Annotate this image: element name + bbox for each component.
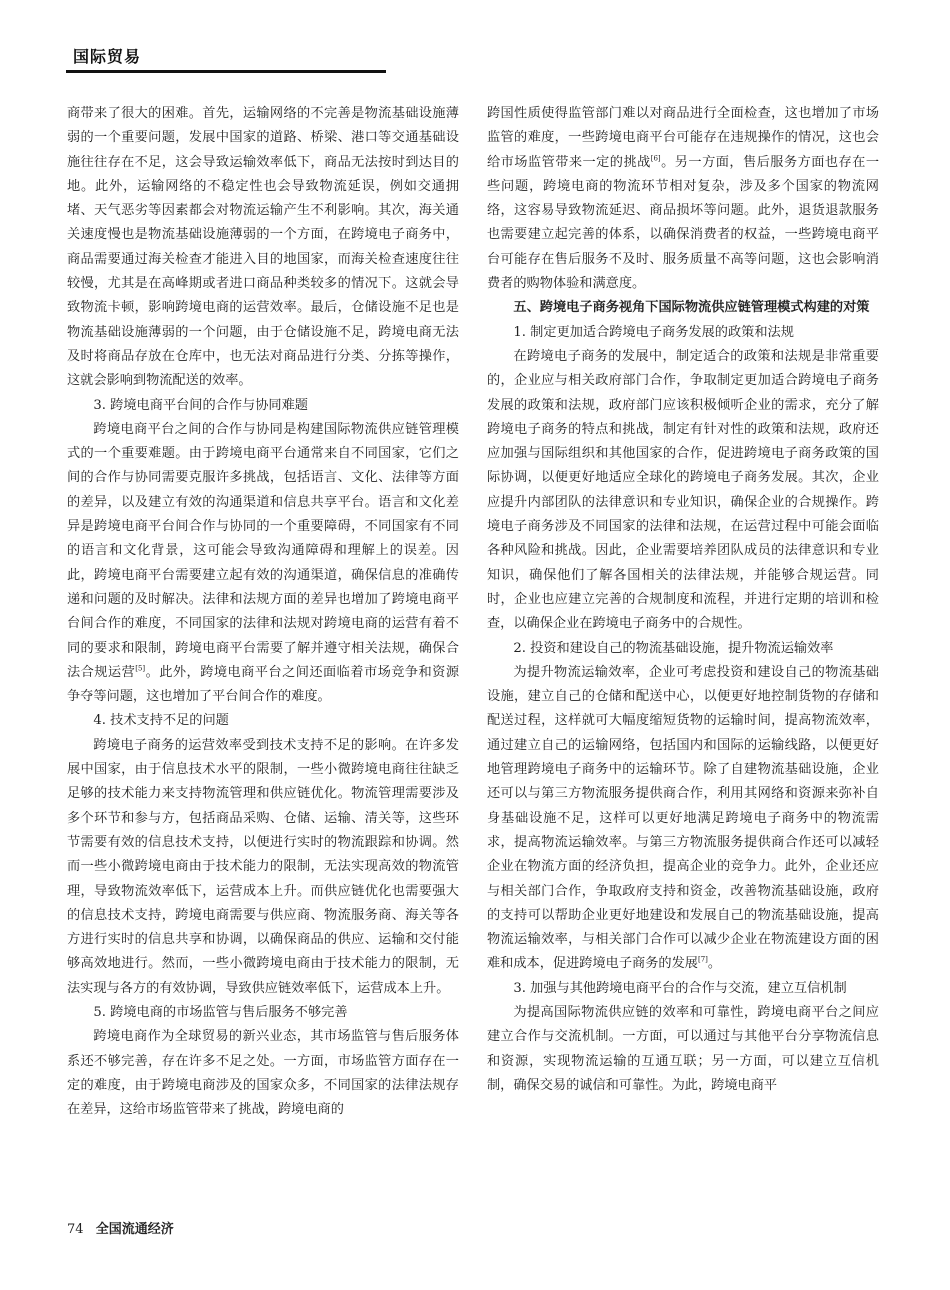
subsection-heading: 4. 技术支持不足的问题 bbox=[93, 713, 229, 729]
paragraph-text: 。另一方面，售后服务方面也存在一些问题，跨境电商的物流环节相对复杂，涉及多个国家的物流网络，这容易导致物流延迟、商品损坏等问题。此外，退货退款服务也需要建立起完善的体系，以确保消费者的权益，一些跨境电商平台可能存在售后服务不及时、服务质量不高等问题，这也会影响消费者的购物体验和满意度。 bbox=[487, 154, 880, 292]
citation-ref: [6] bbox=[650, 154, 661, 163]
page-number: 74 bbox=[67, 1222, 84, 1237]
paragraph bbox=[67, 418, 459, 710]
right-column bbox=[487, 102, 879, 1098]
paragraph-text: 。 bbox=[707, 956, 722, 972]
citation-ref: [7] bbox=[698, 956, 708, 964]
paragraph: 在跨境电子商务的发展中，制定适合的政策和法规是非常重要的，企业应与相关政府部门合作，争取制定更加适合跨境电子商务发展的政策和法规，政府部门应该积极倾听企业的需求，充分了解跨境电子商务的特点和挑战，制定有针对性的政策和法规，政府还应加强与国际组织和其他国家的合作，促进跨境电子商务政策的国际协调，以便更好地适应全球化的跨境电子商务发展。其次，企业应提升内部团队的法律意识和专业知识，确保企业的合规操作。跨境电子商务涉及不同国家的法律和法规，在运营过程中可能会面临各种风险和挑战。因此，企业需要培养团队成员的法律意识和专业知识，确保他们了解各国相关的法律法规，并能够合规运营。同时，企业也应建立完善的合规制度和流程，并进行定期的培训和检查，以确保企业在跨境电子商务中的合规性。 bbox=[487, 348, 879, 632]
paragraph-text: 跨境电商平台之间的合作与协同是构建国际物流供应链管理模式的一个重要难题。由于跨境电商平台通常来自不同国家，它们之间的合作与协同需要克服许多挑战，包括语言、文化、法律等方面的差异，以及建立有效的沟通渠道和信息共享平台。语言和文化差异是跨境电商平台间合作与协同的一个重要障碍，不同国家有不同的语言和文化背景，这可能会导致沟通障碍和理解上的误差。因此，跨境电商平台需要建立起有效的沟通渠道，确保信息的准确传递和问题的及时解决。法律和法规方面的差异也增加了跨境电商平台间合作的难度，不同国家的法律和法规对跨境电商的运营有着不同的要求和限制，跨境电商平台需要了解并遵守相关法规，确保合法合规运营 bbox=[67, 421, 459, 680]
subsection-heading: 3. 跨境电商平台间的合作与协同难题 bbox=[93, 397, 308, 413]
subsection-heading: 3. 加强与其他跨境电商平台的合作与交流，建立互信机制 bbox=[513, 980, 847, 996]
subsection-heading: 2. 投资和建设自己的物流基础设施，提升物流运输效率 bbox=[513, 640, 834, 656]
paragraph: 跨境电商作为全球贸易的新兴业态，其市场监管与售后服务体系还不够完善，存在许多不足之处。一方面，市场监管方面存在一定的难度，由于跨境电商涉及的国家众多，不同国家的法律法规存在差异，这给市场监管带来了挑战，跨境电商的 bbox=[67, 1029, 459, 1118]
section-header-title: 国际贸易 bbox=[73, 47, 142, 66]
paragraph: 商带来了很大的困难。首先，运输网络的不完善是物流基础设施薄弱的一个重要问题，发展中国家的道路、桥梁、港口等交通基础设施往往存在不足，这会导致运输效率低下，商品无法按时到达目的地。此外，运输网络的不稳定性也会导致物流延误，例如交通拥堵、天气恶劣等因素都会对物流运输产生不利影响。其次，海关通关速度慢也是物流基础设施薄弱的一个方面，在跨境电子商务中，商品需要通过海关检查才能进入目的地国家，而海关检查速度往往较慢，尤其是在高峰期或者进口商品种类较多的情况下。这就会导致物流卡顿，影响跨境电商的运营效率。最后，仓储设施不足也是物流基础设施薄弱的一个问题，由于仓储设施不足，跨境电商无法及时将商品存放在仓库中，也无法对商品进行分类、分拣等操作，这就会影响到物流配送的效率。 bbox=[67, 106, 459, 389]
journal-name: 全国流通经济 bbox=[95, 1222, 174, 1237]
paragraph: 跨境电子商务的运营效率受到技术支持不足的影响。在许多发展中国家，由于信息技术水平的限制，一些小微跨境电商往往缺乏足够的技术能力来支持物流管理和供应链优化。物流管理需要涉及多个环节和参与方，包括商品采购、仓储、运输、清关等，这些环节需要有效的信息技术支持，以便进行实时的物流跟踪和协调。然而一些小微跨境电商由于技术能力的限制，无法实现高效的物流管理，导致物流效率低下，运营成本上升。而供应链优化也需要强大的信息技术支持，跨境电商需要与供应商、物流服务商、海关等各方进行实时的信息共享和协调，以确保商品的供应、运输和交付能够高效地进行。然而，一些小微跨境电商由于技术能力的限制，无法实现与各方的有效协调，导致供应链效率低下，运营成本上升。 bbox=[67, 737, 459, 996]
paragraph-text: 跨国性质使得监管部门难以对商品进行全面检查，这也增加了市场监管的难度，一些跨境电商平台可能存在违规操作的情况，这也会给市场监管带来一定的挑战 bbox=[487, 106, 879, 170]
subsection-heading: 1. 制定更加适合跨境电子商务发展的政策和法规 bbox=[513, 324, 794, 340]
section-heading: 五、跨境电子商务视角下国际物流供应链管理模式构建的对策 bbox=[513, 300, 870, 316]
paragraph: 为提高国际物流供应链的效率和可靠性，跨境电商平台之间应建立合作与交流机制。一方面，可以通过与其他平台分享物流信息和资源，实现物流运输的互通互联；另一方面，可以建立互信机制，确保交易的诚信和可靠性。为此，跨境电商平 bbox=[487, 1004, 879, 1093]
citation-ref: [5] bbox=[135, 664, 146, 673]
page-footer bbox=[67, 1218, 174, 1237]
paragraph-text: 为提升物流运输效率，企业可考虑投资和建设自己的物流基础设施，建立自己的仓储和配送中心，以便更好地控制货物的存储和配送过程，这样就可大幅度缩短货物的运输时间，提高物流效率，通过建立自己的运输网络，包括国内和国际的运输线路，以便更好地管理跨境电子商务中的运输环节。除了自建物流基础设施，企业还可以与第三方物流服务提供商合作，利用其网络和资源来弥补自身基础设施不足，这样可以更好地满足跨境电子商务中的物流需求，提高物流运输效率。与第三方物流服务提供商合作还可以减轻企业在物流方面的经济负担，提高企业的竞争力。此外，企业还应与相关部门合作，争取政府支持和资金，改善物流基础设施，政府的支持可以帮助企业更好地建设和发展自己的物流基础设施，提高物流运输效率，与相关部门合作可以减少企业在物流建设方面的困难和成本，促进跨境电子商务的发展 bbox=[487, 664, 879, 972]
paragraph bbox=[487, 661, 879, 977]
subsection-heading: 5. 跨境电商的市场监管与售后服务不够完善 bbox=[93, 1004, 348, 1020]
header-rule bbox=[66, 70, 386, 73]
paragraph-text: 。此外，跨境电商平台之间还面临着市场竞争和资源争夺等问题，这也增加了平台间合作的难度。 bbox=[67, 664, 460, 705]
left-column bbox=[67, 102, 459, 1122]
paragraph bbox=[487, 102, 879, 296]
